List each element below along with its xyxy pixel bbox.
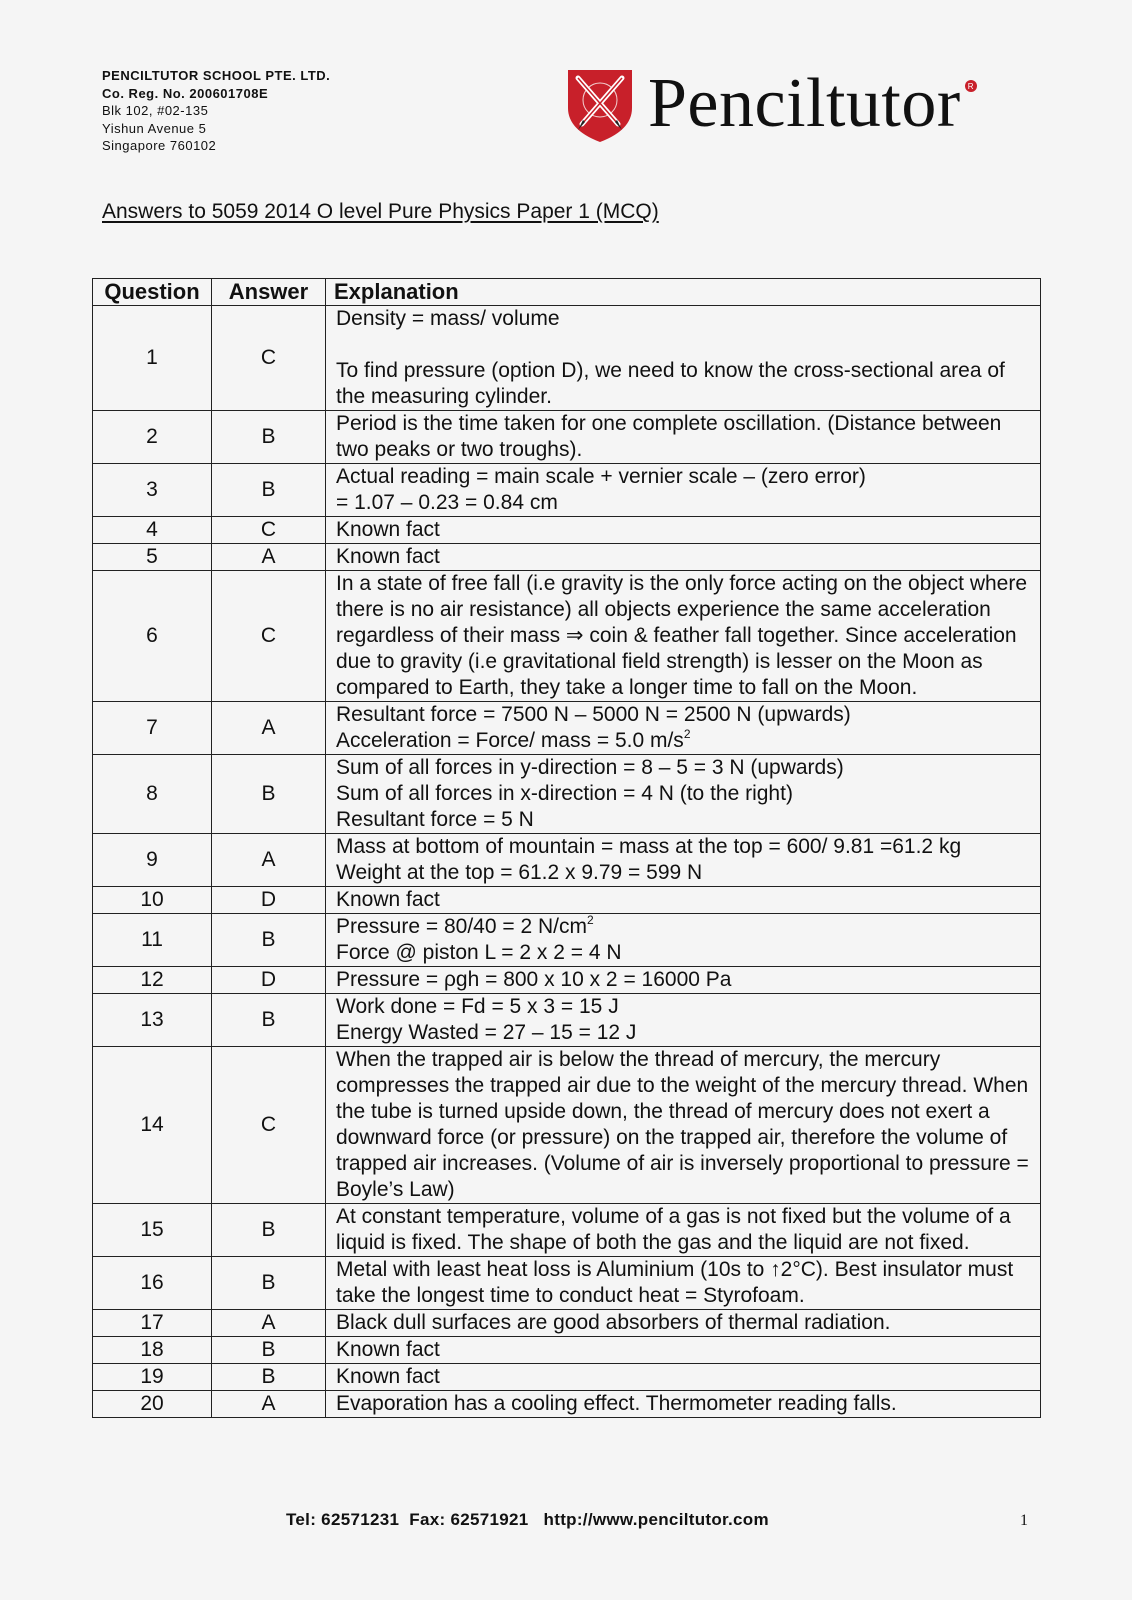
explanation-text: Sum of all forces in y-direction = 8 – 5 = 3 N (upwards) Sum of all forces in x-direction = 4 N (to the right) Resultant force = 5 N	[326, 755, 1041, 834]
superscript: 2	[683, 727, 691, 741]
question-number: 14	[93, 1047, 212, 1204]
question-number: 15	[93, 1204, 212, 1257]
answer-letter: B	[212, 1337, 326, 1364]
table-row	[93, 1310, 1041, 1337]
school-address-block	[102, 67, 330, 155]
question-number: 16	[93, 1257, 212, 1310]
table-row	[93, 517, 1041, 544]
table-row	[93, 1364, 1041, 1391]
table-row	[93, 887, 1041, 914]
table-row	[93, 411, 1041, 464]
question-number: 10	[93, 887, 212, 914]
school-name: PENCILTUTOR SCHOOL PTE. LTD.	[102, 68, 331, 83]
table-row	[93, 306, 1041, 411]
address-line: Singapore 760102	[102, 138, 217, 153]
answer-letter: C	[212, 306, 326, 411]
crossed-pencils-shield-icon	[562, 64, 638, 144]
explanation-text	[326, 702, 1041, 755]
explanation-text: Evaporation has a cooling effect. Thermometer reading falls.	[326, 1391, 1041, 1418]
answer-letter: D	[212, 887, 326, 914]
explanation-text: Known fact	[326, 544, 1041, 571]
table-row	[93, 544, 1041, 571]
address-line: Yishun Avenue 5	[102, 120, 207, 136]
answer-letter: B	[212, 464, 326, 517]
answer-letter: B	[212, 411, 326, 464]
table-row	[93, 914, 1041, 967]
explanation-text: Period is the time taken for one complete oscillation. (Distance between two peaks or two troughs).	[326, 411, 1041, 464]
answer-letter: B	[212, 755, 326, 834]
company-reg-no: Co. Reg. No. 200601708E	[102, 85, 269, 101]
table-row	[93, 571, 1041, 702]
table-row	[93, 1337, 1041, 1364]
table-row	[93, 755, 1041, 834]
answer-letter: A	[212, 834, 326, 887]
table-row	[93, 967, 1041, 994]
address-line: Blk 102, #02-135	[102, 103, 209, 118]
answer-letter: C	[212, 517, 326, 544]
explanation-text: Pressure = ρgh = 800 x 10 x 2 = 16000 Pa	[326, 967, 1041, 994]
question-number: 2	[93, 411, 212, 464]
table-row	[93, 464, 1041, 517]
answers-table	[92, 278, 1041, 1418]
answer-letter: C	[212, 571, 326, 702]
explanation-text: Known fact	[326, 1337, 1041, 1364]
brand-name: Penciltutor	[648, 65, 961, 142]
explanation-text: Mass at bottom of mountain = mass at the top = 600/ 9.81 =61.2 kg Weight at the top = 61.2 x 9.79 = 599 N	[326, 834, 1041, 887]
page-title: Answers to 5059 2014 O level Pure Physics Paper 1 (MCQ)	[102, 200, 659, 223]
question-number: 7	[93, 702, 212, 755]
answer-letter: B	[212, 994, 326, 1047]
question-number: 18	[93, 1337, 212, 1364]
page-number: 1	[1020, 1512, 1028, 1529]
explanation-text: Known fact	[326, 517, 1041, 544]
table-row	[93, 1047, 1041, 1204]
table-row	[93, 834, 1041, 887]
question-number: 5	[93, 544, 212, 571]
explanation-text: At constant temperature, volume of a gas is not fixed but the volume of a liquid is fixed. The shape of both the gas and the liquid are not fixed.	[326, 1204, 1041, 1257]
question-number: 11	[93, 914, 212, 967]
question-number: 20	[93, 1391, 212, 1418]
explanation-line: Force @ piston L = 2 x 2 = 4 N	[336, 941, 622, 964]
answer-letter: D	[212, 967, 326, 994]
table-row	[93, 994, 1041, 1047]
explanation-text: Known fact	[326, 1364, 1041, 1391]
table-row	[93, 1204, 1041, 1257]
answer-letter: B	[212, 1204, 326, 1257]
superscript: 2	[586, 913, 594, 927]
registered-mark: R	[965, 80, 977, 92]
answer-letter: B	[212, 1257, 326, 1310]
explanation-text: Work done = Fd = 5 x 3 = 15 J Energy Wasted = 27 – 15 = 12 J	[326, 994, 1041, 1047]
table-row	[93, 1391, 1041, 1418]
explanation-text: Density = mass/ volume To find pressure (option D), we need to know the cross-sectional area of the measuring cylinder.	[326, 306, 1041, 411]
contact-details: Tel: 62571231 Fax: 62571921 http://www.penciltutor.com	[286, 1510, 769, 1529]
answer-letter: B	[212, 1364, 326, 1391]
table-header-row	[93, 279, 1041, 306]
explanation-line: Pressure = 80/40 = 2 N/cm	[336, 915, 587, 938]
answer-letter: A	[212, 544, 326, 571]
table-row	[93, 702, 1041, 755]
explanation-text: Metal with least heat loss is Aluminium (10s to ↑2°C). Best insulator must take the longest time to conduct heat = Styrofoam.	[326, 1257, 1041, 1310]
answer-letter: A	[212, 1391, 326, 1418]
question-number: 19	[93, 1364, 212, 1391]
brand-logo	[562, 64, 977, 144]
explanation-text: In a state of free fall (i.e gravity is the only force acting on the object where there is no air resistance) all objects experience the same acceleration regardless of their mass ⇒ coin & feather fall together. Since acceleration due to gravity (i.e gravitational field strength) is lesser on the Moon as compared to Earth, they take a longer time to fall on the Moon.	[326, 571, 1041, 702]
explanation-text: When the trapped air is below the thread of mercury, the mercury compresses the trapped air due to the weight of the mercury thread. When the tube is turned upside down, the thread of mercury does not exert a downward force (or pressure) on the trapped air, therefore the volume of trapped air increases. (Volume of air is inversely proportional to pressure = Boyle’s Law)	[326, 1047, 1041, 1204]
table-row	[93, 1257, 1041, 1310]
answer-letter: A	[212, 1310, 326, 1337]
question-number: 17	[93, 1310, 212, 1337]
question-number: 4	[93, 517, 212, 544]
column-header-question: Question	[93, 279, 212, 306]
explanation-text	[326, 914, 1041, 967]
answer-letter: A	[212, 702, 326, 755]
answer-letter: B	[212, 914, 326, 967]
question-number: 8	[93, 755, 212, 834]
explanation-text: Black dull surfaces are good absorbers of thermal radiation.	[326, 1310, 1041, 1337]
explanation-text: Actual reading = main scale + vernier scale – (zero error) = 1.07 – 0.23 = 0.84 cm	[326, 464, 1041, 517]
question-number: 1	[93, 306, 212, 411]
question-number: 6	[93, 571, 212, 702]
question-number: 12	[93, 967, 212, 994]
question-number: 3	[93, 464, 212, 517]
explanation-body: Resultant force = 7500 N – 5000 N = 2500 N (upwards) Acceleration = Force/ mass = 5.0 m/s	[336, 703, 851, 752]
column-header-explanation: Explanation	[326, 279, 1041, 306]
answer-letter: C	[212, 1047, 326, 1204]
explanation-text: Known fact	[326, 887, 1041, 914]
question-number: 9	[93, 834, 212, 887]
column-header-answer: Answer	[212, 279, 326, 306]
question-number: 13	[93, 994, 212, 1047]
